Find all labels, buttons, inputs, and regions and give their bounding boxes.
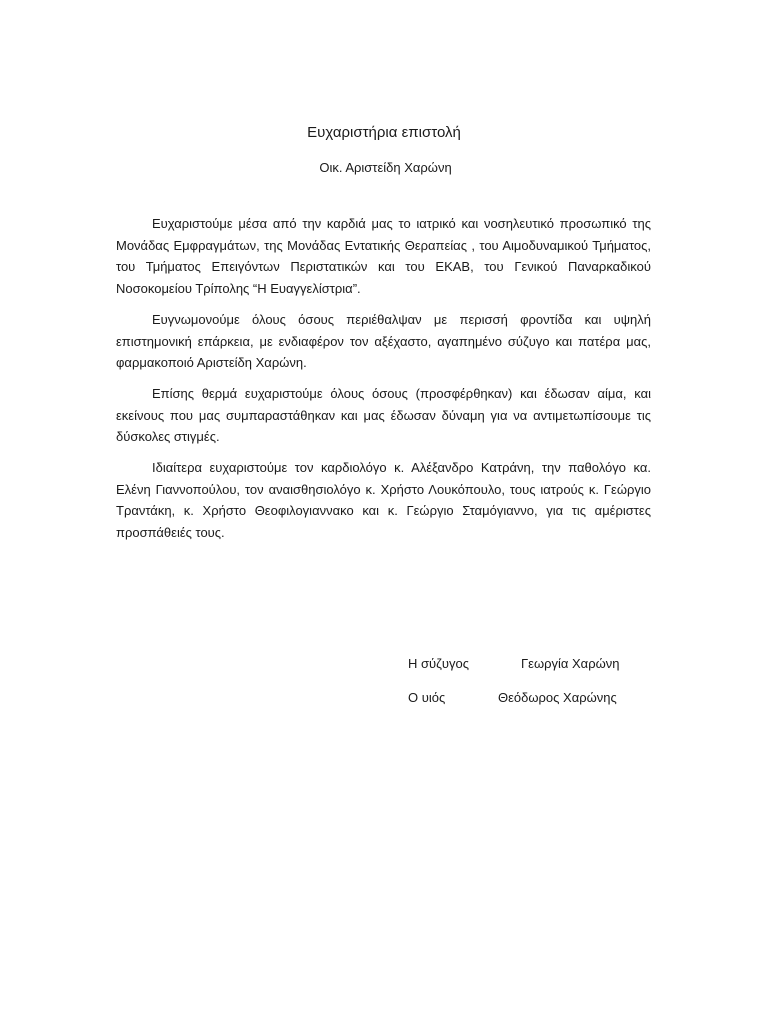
paragraph-2: Ευγνωμονούμε όλους όσους περιέθαλψαν με περισσή φροντίδα και υψηλή επιστημονική επάρκεια, με ενδιαφέρον τον αξέχαστο, αγαπημένο σύζυγο και πατέρα μας, φαρμακοποιό Αριστείδη Χαρώνη.	[116, 311, 651, 371]
signature-role: Ο υιός	[408, 690, 446, 705]
letter-subtitle-text: Οικ. Αριστείδη Χαρώνη	[319, 160, 452, 175]
letter-subtitle	[0, 158, 768, 178]
letter-title: Ευχαριστήρια επιστολή	[307, 124, 461, 141]
paragraph-4: Ιδιαίτερα ευχαριστούμε τον καρδιολόγο κ. Αλέξανδρο Κατράνη, την παθολόγο κα. Ελένη Γιαννοπούλου, τον αναισθησιολόγο κ. Χρήστο Λουκόπουλο, τους ιατρούς κ. Γεώργιο Τραντάκη, κ. Χρήστο Θεοφιλογιαννακο και κ. Γεώργιο Σταμόγιαννο, για τις αμέριστες προσπάθειές τους.	[116, 460, 651, 541]
signature-name: Γεωργία Χαρώνη	[521, 656, 620, 671]
signature-block	[408, 656, 648, 724]
signature-name: Θεόδωρος Χαρώνης	[498, 690, 617, 705]
paragraph-3: Επίσης θερμά ευχαριστούμε όλους όσους (προσφέρθηκαν) και έδωσαν αίμα, και εκείνους που μας συμπαραστάθηκαν και μας έδωσαν δύναμη για να αντιμετωπίσουμε τις δύσκολες στιγμές.	[116, 385, 651, 445]
signature-row-spouse	[408, 656, 648, 676]
letter-body	[116, 213, 651, 553]
signature-row-son	[408, 690, 648, 710]
paragraph-1: Ευχαριστούμε μέσα από την καρδιά μας το ιατρικό και νοσηλευτικό προσωπικό της Μονάδας Εμφραγμάτων, της Μονάδας Εντατικής Θεραπείας , του Αιμοδυναμικού Τμήματος, του Τμήματος Επειγόντων Περιστατικών και του ΕΚΑΒ, του Γενικού Παναρκαδικού Νοσοκομείου Τρίπολης “Η Ευαγγελίστρια”.	[116, 216, 651, 297]
signature-role: Η σύζυγος	[408, 656, 469, 671]
